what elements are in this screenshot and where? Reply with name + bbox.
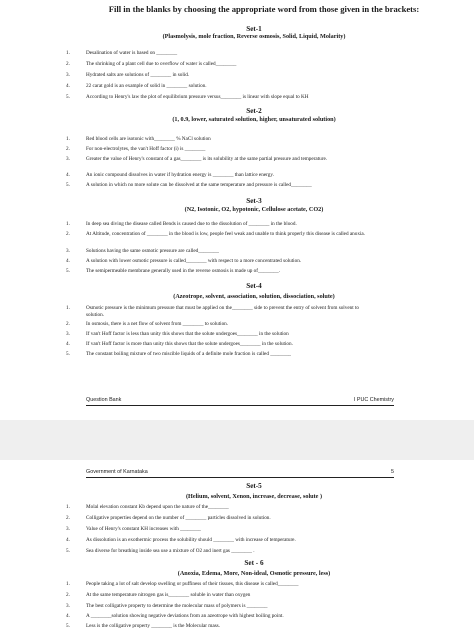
- question-text: In deep sea diving the disease called Bends is caused due to the dissolution of ________ in the blood.: [86, 221, 297, 227]
- set-1-question: [66, 94, 376, 101]
- question-text: Red blood cells are isotonic with________ % NaCl solution: [86, 136, 211, 142]
- question-text: People taking a lot of salt develop swelling or puffiness of their tissues, this disease is called________: [86, 581, 299, 587]
- worksheet-title: Fill in the blanks by choosing the appropriate word from those given in the brackets:: [108, 4, 420, 14]
- set-6-question: [66, 613, 376, 620]
- question-text: Molal elevation constant Kb depend upon the nature of the________: [86, 504, 229, 510]
- page-2: [0, 460, 474, 632]
- question-number: 5.: [66, 623, 70, 629]
- question-text: At the same temperature nitrogen gas is________ soluble in water than oxygen: [86, 592, 251, 598]
- question-text: Sea diverse for breathing inside sea use a mixture of O2 and inert gas ________ .: [86, 548, 255, 554]
- set-2-question: [66, 146, 376, 153]
- set-5-question: [66, 504, 376, 511]
- question-text: If van't Hoff factor is less than unity this shows that the solute undergoes________ in the solution: [86, 331, 289, 337]
- set-2-question: [66, 156, 376, 163]
- set-3-question: [66, 258, 376, 265]
- question-number: 2.: [66, 231, 70, 237]
- question-text: As dissolution is an exothermic process the solubility should ________ with increase of temperature.: [86, 537, 296, 543]
- set-5-question: [66, 548, 376, 555]
- set-4-question: [66, 331, 376, 338]
- set-2-title: Set-2: [246, 107, 262, 115]
- question-number: 2.: [66, 146, 70, 152]
- set-3-question: [66, 248, 376, 255]
- question-text: A solution with lower osmotic pressure is called________ with respect to a more concentrated solution.: [86, 258, 302, 264]
- question-number: 5.: [66, 268, 70, 274]
- question-text: A ________solution showing negative deviations from an azeotrope with highest boiling point.: [86, 613, 284, 619]
- header-left: Government of Karnataka: [86, 469, 148, 475]
- question-text: Colligative properties depend on the number of ________ particles dissolved in solution.: [86, 515, 271, 521]
- set-6-question: [66, 581, 376, 588]
- question-text: Greater the value of Henry's constant of a gas________ is its solubility at the same partial pressure and temperature.: [86, 156, 328, 162]
- question-text: 22 carat gold is an example of solid in ________ solution.: [86, 83, 207, 89]
- footer-right: I PUC Chemistry: [353, 397, 394, 403]
- question-text: If van't Hoff factor is more than unity this shows that the solute undergoes________ in the solution.: [86, 341, 293, 347]
- question-number: 2.: [66, 515, 70, 521]
- set-4-question: [66, 321, 376, 328]
- question-number: 5.: [66, 548, 70, 554]
- set-5-question: [66, 537, 376, 544]
- set-3-question: [66, 231, 376, 238]
- question-number: 5.: [66, 182, 70, 188]
- set-5-title: Set-5: [246, 482, 262, 490]
- page-number: 5: [391, 469, 394, 475]
- set-4-question: [66, 305, 376, 319]
- set-1-title: Set-1: [246, 25, 262, 33]
- page-gap: [0, 420, 474, 460]
- question-number: 3.: [66, 603, 70, 609]
- set-1-question: [66, 61, 376, 68]
- question-number: 2.: [66, 592, 70, 598]
- set-4-title: Set-4: [246, 282, 262, 290]
- question-number: 4.: [66, 83, 70, 89]
- question-number: 3.: [66, 526, 70, 532]
- question-text: Hydrated salts are solutions of ________ in solid.: [86, 72, 190, 78]
- header-rule: [86, 477, 394, 478]
- question-number: 1.: [66, 581, 70, 587]
- set-6-title: Set - 6: [244, 559, 264, 567]
- question-number: 1.: [66, 504, 70, 510]
- question-number: 5.: [66, 94, 70, 100]
- set-5-word-bank: (Helium, solvent, Xenon, increase, decrease, solute ): [185, 493, 323, 500]
- set-1-question: [66, 83, 376, 90]
- set-5-question: [66, 526, 376, 533]
- question-number: 2.: [66, 61, 70, 67]
- question-number: 3.: [66, 156, 70, 162]
- question-text: A solution in which no more solute can be dissolved at the same temperature and pressure is called________: [86, 182, 312, 188]
- question-number: 1.: [66, 136, 70, 142]
- question-number: 4.: [66, 341, 70, 347]
- set-5-question: [66, 515, 376, 522]
- question-text: Desalination of water is based on ________: [86, 50, 178, 56]
- set-2-word-bank: (1, 0.9, lower, saturated solution, higher, unsaturated solution): [172, 116, 336, 123]
- question-number: 1.: [66, 221, 70, 227]
- set-2-question: [66, 172, 376, 179]
- set-3-word-bank: (N2, Isotonic, O2, hypotonic, Cellulose acetate, CO2): [184, 206, 324, 213]
- question-number: 3.: [66, 72, 70, 78]
- footer-rule: [86, 405, 394, 406]
- question-text: An ionic compound dissolves in water if hydration energy is ________ than lattice energy.: [86, 172, 274, 178]
- question-text: Solutions having the same osmotic pressure are called________: [86, 248, 219, 254]
- set-1-word-bank: (Plasmolysis, mole fraction, Reverse osmosis, Solid, Liquid, Molarity): [162, 33, 346, 40]
- set-6-word-bank: (Anoxia, Edema, More, Non-ideal, Osmotic pressure, less): [177, 570, 331, 577]
- question-number: 1.: [66, 305, 70, 311]
- question-text: In osmosis, there is a net flow of solvent from ________ to solution.: [86, 321, 229, 327]
- question-text: According to Henry's law the plot of equilibrium pressure versus________ is linear with slope equal to KH: [86, 94, 309, 100]
- question-number: 3.: [66, 331, 70, 337]
- question-text: The semipermeable membrane generally used in the reverse osmosis is made up of________.: [86, 268, 281, 274]
- question-text: The best colligative property to determine the molecular mass of polymers is ________: [86, 603, 268, 609]
- set-4-question: [66, 341, 376, 348]
- question-number: 1.: [66, 50, 70, 56]
- question-number: 4.: [66, 258, 70, 264]
- set-3-title: Set-3: [246, 197, 262, 205]
- question-text: Value of Henry's constant KH increases with ________: [86, 526, 201, 532]
- set-6-question: [66, 623, 376, 630]
- set-1-question: [66, 50, 376, 57]
- question-number: 3.: [66, 248, 70, 254]
- set-4-question: [66, 351, 376, 358]
- set-3-question: [66, 268, 376, 275]
- set-6-question: [66, 603, 376, 610]
- question-number: 5.: [66, 351, 70, 357]
- question-text: The shrinking of a plant cell due to overflow of water is called________: [86, 61, 237, 67]
- set-6-question: [66, 592, 376, 599]
- question-number: 4.: [66, 613, 70, 619]
- set-4-word-bank: (Azeotrope, solvent, association, solution, dissociation, solute): [173, 293, 335, 300]
- question-text: At Altitude, concentration of ________ in the blood is low, people feel weak and unable to think properly this disease is called anoxia.: [86, 231, 365, 237]
- footer-left: Question Bank: [86, 397, 122, 403]
- set-2-question: [66, 182, 376, 189]
- question-text: Less is the colligative property ________ is the Molecular mass.: [86, 623, 220, 629]
- question-text: For non-electrolytes, the van't Hoff factor (i) is ________: [86, 146, 206, 152]
- question-number: 2.: [66, 321, 70, 327]
- question-number: 4.: [66, 537, 70, 543]
- question-number: 4.: [66, 172, 70, 178]
- question-text: The constant boiling mixture of two miscible liquids of a definite mole fraction is called ________: [86, 351, 292, 357]
- question-text: Osmotic pressure is the minimum pressure that must be applied on the________ side to prevent the entry of solvent from solvent to solution.: [86, 305, 360, 318]
- set-3-question: [66, 221, 376, 228]
- set-2-question: [66, 136, 376, 143]
- set-1-question: [66, 72, 376, 79]
